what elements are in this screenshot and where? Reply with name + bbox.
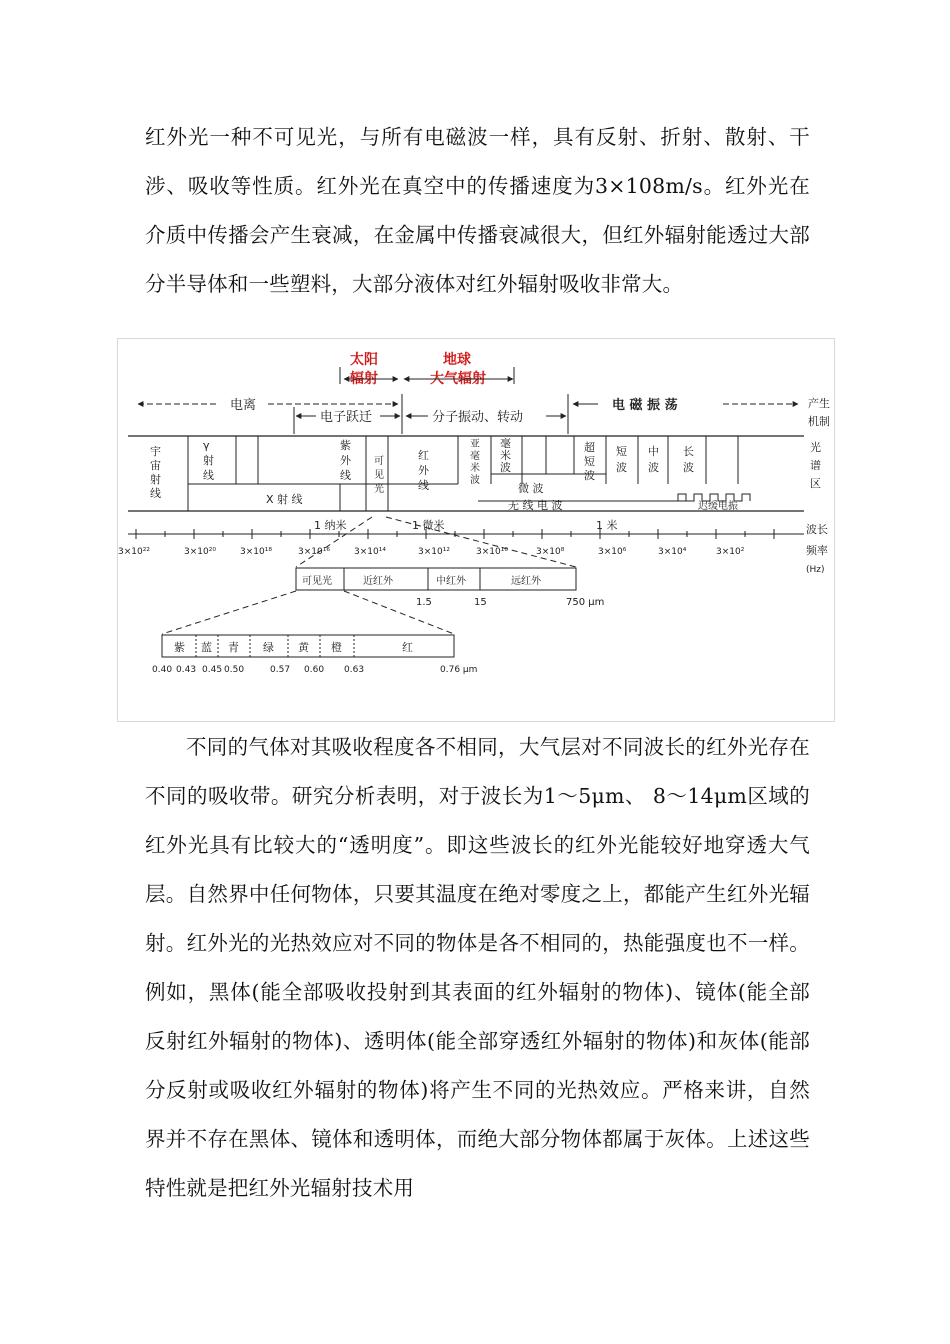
- ultraviolet-cell: [340, 438, 352, 482]
- radio-wave-label: 无 线 电 波: [508, 499, 563, 512]
- svg-text:0.43: 0.43: [176, 665, 197, 675]
- svg-text:3×10⁶: 3×10⁶: [598, 547, 627, 557]
- svg-text:见: 见: [374, 470, 384, 481]
- svg-text:波: 波: [616, 461, 627, 474]
- svg-text:宇: 宇: [150, 445, 161, 458]
- svg-text:紫: 紫: [174, 641, 185, 654]
- longwave-cell: [683, 445, 694, 474]
- svg-text:橙: 橙: [331, 641, 342, 654]
- svg-text:线: 线: [418, 479, 429, 492]
- svg-text:青: 青: [228, 641, 239, 654]
- wavelength-mark-um: 1 微米: [412, 519, 445, 532]
- svg-text:3×10²⁰: 3×10²⁰: [184, 547, 216, 557]
- svg-text:大气辐射: 大气辐射: [430, 371, 486, 387]
- svg-text:可: 可: [374, 456, 384, 467]
- slow-oscillation-label: 迟缓电振: [698, 501, 738, 512]
- svg-text:宙: 宙: [150, 459, 161, 472]
- svg-text:谱: 谱: [810, 459, 821, 472]
- submillimeter-cell: [470, 438, 480, 486]
- svg-text:太阳: 太阳: [350, 352, 378, 368]
- svg-text:0.63: 0.63: [344, 665, 365, 675]
- electron-transition-label: 电子跃迁: [320, 410, 373, 425]
- svg-text:外: 外: [418, 464, 429, 477]
- ultrashort-wave-cell: [584, 440, 595, 482]
- ionization-label: 电离: [230, 398, 257, 413]
- svg-text:线: 线: [340, 469, 351, 482]
- ir-band-visible: 可见光: [302, 576, 332, 587]
- svg-text:超: 超: [584, 441, 595, 454]
- xray-label: X 射 线: [266, 493, 303, 506]
- ir-bound-15: 15: [474, 597, 487, 608]
- mechanism-label: 产生: [808, 397, 830, 410]
- infrared-cell: [418, 449, 430, 492]
- svg-text:毫: 毫: [470, 451, 480, 462]
- svg-text:短: 短: [616, 445, 627, 458]
- svg-text:0.57: 0.57: [270, 665, 291, 675]
- ir-band-mid: 中红外: [436, 576, 466, 587]
- svg-text:波: 波: [584, 469, 595, 482]
- ir-bound-750: 750 μm: [566, 597, 605, 608]
- svg-text:波: 波: [648, 461, 659, 474]
- svg-text:0.60: 0.60: [304, 665, 325, 675]
- svg-text:机制: 机制: [808, 415, 830, 428]
- svg-text:中: 中: [648, 445, 659, 458]
- svg-text:紫: 紫: [340, 439, 351, 452]
- svg-text:蓝: 蓝: [201, 641, 212, 654]
- svg-text:3×10¹⁸: 3×10¹⁸: [240, 547, 272, 557]
- cosmic-ray-cell: [150, 445, 161, 500]
- svg-text:3×10²²: 3×10²²: [118, 547, 150, 557]
- svg-text:短: 短: [584, 455, 595, 468]
- visible-color-labels: [174, 640, 413, 654]
- svg-text:绿: 绿: [263, 641, 274, 654]
- svg-text:3×10⁸: 3×10⁸: [536, 547, 565, 557]
- svg-text:红: 红: [402, 641, 413, 654]
- svg-text:黄: 黄: [298, 641, 309, 654]
- solar-radiation-label: [349, 351, 378, 387]
- svg-text:3×10²: 3×10²: [716, 547, 745, 557]
- svg-text:射: 射: [203, 454, 214, 467]
- shortwave-cell: [616, 445, 627, 474]
- svg-text:0.45: 0.45: [202, 665, 223, 675]
- svg-text:波: 波: [500, 461, 511, 474]
- svg-text:地球: 地球: [443, 352, 471, 368]
- visible-color-bounds: [152, 665, 477, 675]
- electromagnetic-spectrum-figure: [117, 338, 835, 722]
- frequency-axis: [118, 547, 745, 557]
- wavelength-axis-label: 波长: [806, 523, 828, 536]
- svg-text:米: 米: [470, 463, 480, 474]
- em-oscillation-label: 电 磁 振 荡: [612, 398, 678, 413]
- millimeter-wave-cell: [500, 437, 511, 474]
- svg-text:长: 长: [683, 445, 694, 458]
- wavelength-mark-m: 1 米: [596, 519, 618, 532]
- svg-text:0.76 μm: 0.76 μm: [440, 665, 478, 675]
- svg-text:3×10¹⁶: 3×10¹⁶: [298, 547, 330, 557]
- svg-text:毫: 毫: [500, 437, 511, 450]
- mediumwave-cell: [648, 444, 659, 474]
- svg-text:红: 红: [418, 449, 429, 462]
- paragraph-absorption: 不同的气体对其吸收程度各不相同，大气层对不同波长的红外光存在不同的吸收带。研究分析表明，对于波长为1～5μm、 8～14μm区域的红外光具有比较大的“透明度”。即这些波长的红外光能较好地穿透大气层。自然界中任何物体，只要其温度在绝对零度之上，都能产生红外光辐射。红外光的光热效应对不同的物体是各不相同的，热能强度也不一样。例如，黑体(能全部吸收投射到其表面的红外辐射的物体)、镜体(能全部反射红外辐射的物体)、透明体(能全部穿透红外辐射的物体)和灰体(能部分反射或吸收红外辐射的物体)将产生不同的光热效应。严格来讲，自然界并不存在黑体、镜体和透明体，而绝大部分物体都属于灰体。上述这些特性就是把红外光辐射技术用: [145, 735, 810, 1200]
- wavelength-mark-nm: 1 纳米: [314, 519, 347, 532]
- svg-text:3×10¹⁰: 3×10¹⁰: [476, 547, 508, 557]
- molecular-motion-label: 分子振动、转动: [432, 410, 524, 425]
- svg-text:区: 区: [810, 477, 821, 490]
- svg-text:γ: γ: [203, 439, 210, 452]
- svg-text:光: 光: [810, 441, 821, 454]
- svg-text:3×10⁴: 3×10⁴: [658, 547, 687, 557]
- paragraph-intro: 红外光一种不可见光，与所有电磁波一样，具有反射、折射、散射、干涉、吸收等性质。红外光在真空中的传播速度为3×108m/s。红外光在介质中传播会产生衰减，在金属中传播衰减很大，但红外辐射能透过大部分半导体和一些塑料，大部分液体对红外辐射吸收非常大。: [145, 125, 810, 296]
- svg-text:(Hz): (Hz): [806, 565, 825, 575]
- visible-light-cell: [374, 455, 384, 495]
- svg-text:波: 波: [470, 475, 480, 486]
- svg-text:亚: 亚: [470, 439, 480, 450]
- microwave-label: 微 波: [518, 482, 544, 495]
- svg-text:米: 米: [500, 449, 511, 462]
- svg-text:外: 外: [340, 454, 351, 467]
- gamma-ray-cell: [203, 439, 214, 482]
- svg-text:0.50: 0.50: [224, 665, 245, 675]
- ir-band-near: 近红外: [363, 576, 393, 587]
- ir-band-far: 远红外: [511, 576, 541, 587]
- svg-text:射: 射: [150, 473, 161, 486]
- svg-text:线: 线: [150, 487, 161, 500]
- ir-bound-1-5: 1.5: [416, 597, 432, 608]
- spectrum-region-label: [810, 440, 821, 490]
- frequency-axis-label: 频率: [806, 544, 828, 557]
- svg-text:线: 线: [203, 469, 214, 482]
- svg-text:0.40: 0.40: [152, 665, 173, 675]
- svg-text:波: 波: [683, 461, 694, 474]
- svg-text:辐射: 辐射: [350, 371, 378, 387]
- svg-text:光: 光: [374, 484, 384, 495]
- earth-radiation-label: [430, 351, 486, 387]
- svg-text:3×10¹⁴: 3×10¹⁴: [354, 547, 386, 557]
- svg-text:3×10¹²: 3×10¹²: [418, 547, 450, 557]
